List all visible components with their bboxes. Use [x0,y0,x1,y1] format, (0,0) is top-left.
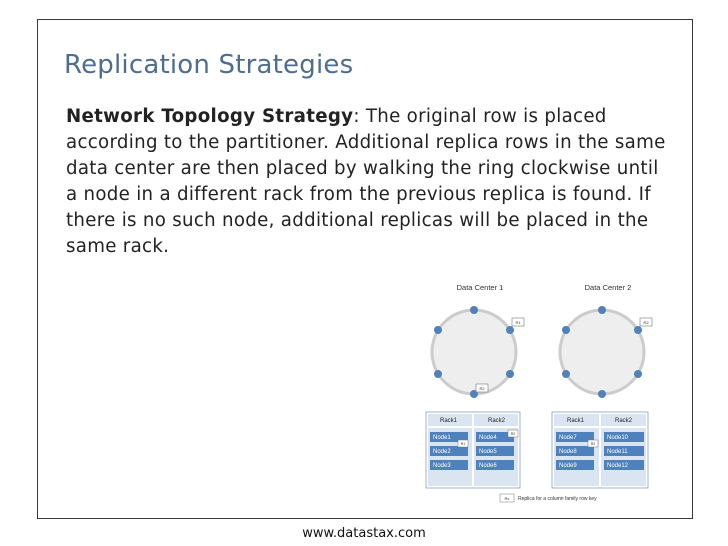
body-lead: Network Topology Strategy [66,106,354,127]
dc2-node7: Node7 [559,435,577,441]
dc2-title: Data Center 2 [584,283,632,292]
dc1-rack-tag-r2: R2 [510,432,516,436]
dc2-rack2-label: Rack2 [615,418,633,424]
dc2-node12: Node12 [607,463,629,469]
dc1-title: Data Center 1 [456,283,504,292]
dc1-ring-tag-r2: R2 [479,386,485,391]
footer-url: www.datastax.com [302,526,426,541]
dc1-rack1-label: Rack1 [440,418,458,424]
body-rest: : The original row is placed according to the partitioner. Additional replica rows in the same data center are then placed by walking the ring clockwise until a node in a different rack from the previous replica is found. If there is no such node, additional replicas will be placed in the same rack. [66,106,666,257]
slide-title: Replication Strategies [64,50,354,80]
dc2-node9: Node9 [559,463,577,469]
dc1-racks [426,412,520,488]
dc1-ring [432,306,524,398]
dc2-ring [560,306,652,398]
dc1-rack-tag-r1: R1 [460,442,466,446]
legend-tag: Rx [504,496,510,501]
dc2-node11: Node11 [607,449,628,455]
dc2-racks [552,412,648,488]
dc1-node3: Node3 [433,463,451,469]
replication-diagram [418,278,680,506]
dc2-rack-tag-r2: R2 [590,442,596,446]
dc2-rack1-label: Rack1 [567,418,585,424]
dc2-ring-tag-r2: R2 [643,320,649,325]
dc2-node8: Node8 [559,449,577,455]
dc1-ring-tag-r1: R1 [515,320,521,325]
slide-body [66,104,666,260]
diagram-legend [500,494,597,502]
dc1-node2: Node2 [433,449,451,455]
dc1-rack2-label: Rack2 [488,418,506,424]
dc2-node10: Node10 [607,435,629,441]
dc1-node5: Node5 [479,449,497,455]
dc1-node4: Node4 [479,435,497,441]
dc1-node6: Node6 [479,463,497,469]
dc1-node1: Node1 [433,435,451,441]
legend-text: Replica for a column family row key [518,496,597,502]
